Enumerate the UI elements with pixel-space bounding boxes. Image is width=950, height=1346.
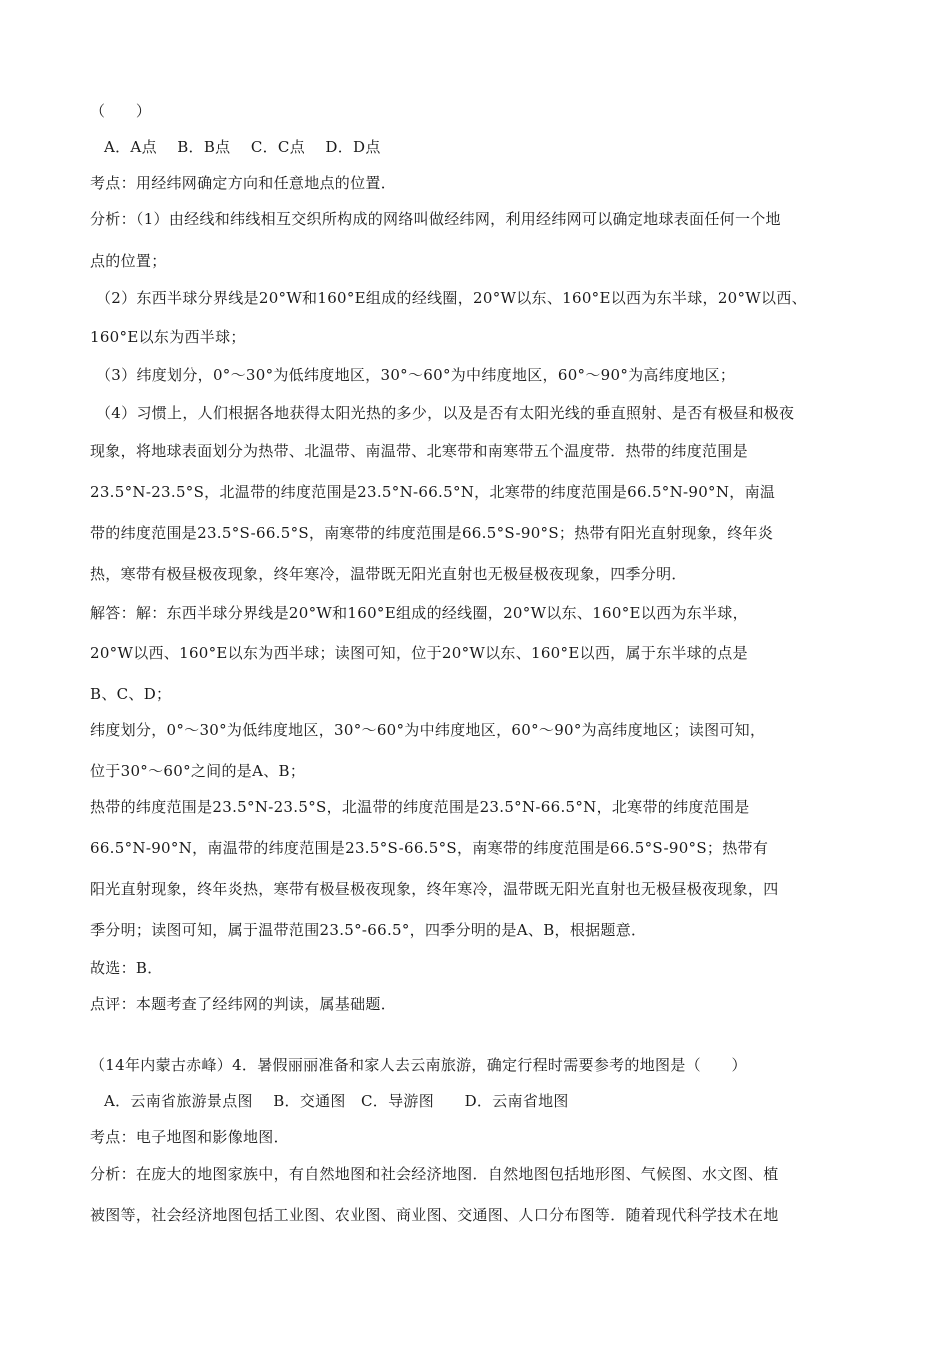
solution-line: 解答：解：东西半球分界线是20°W和160°E组成的经线圈，20°W以东、160°E以西为东半球， (90, 604, 748, 622)
analysis-line: （3）纬度划分，0°～30°为低纬度地区，30°～60°为中纬度地区，60°～90°为高纬度地区； (96, 366, 736, 384)
solution-line: 季分明；读图可知，属于温带范围23.5°-66.5°，四季分明的是A、B，根据题意． (90, 921, 647, 939)
answer-blank: （ ） (90, 102, 152, 120)
knowledge-point: 考点：用经纬网确定方向和任意地点的位置． (90, 174, 397, 192)
analysis-line: 被图等，社会经济地图包括工业图、农业图、商业图、交通图、人口分布图等．随着现代科学技术在地 (90, 1206, 779, 1224)
analysis-line: （2）东西半球分界线是20°W和160°E组成的经线圈，20°W以东、160°E以西为东半球，20°W以西、 (96, 289, 807, 307)
analysis-line: （4）习惯上，人们根据各地获得太阳光热的多少，以及是否有太阳光线的垂直照射、是否有极昼和极夜 (96, 404, 795, 422)
solution-line: B、C、D； (90, 685, 172, 703)
solution-line: 20°W以西、160°E以东为西半球；读图可知，位于20°W以东、160°E以西，属于东半球的点是 (90, 644, 748, 662)
answer-choice: 故选：B． (90, 959, 163, 977)
analysis-line: 热，寒带有极昼极夜现象，终年寒冷，温带既无阳光直射也无极昼极夜现象，四季分明． (90, 565, 687, 583)
analysis-line: 分析：（1）由经线和纬线相互交织所构成的网络叫做经纬网，利用经纬网可以确定地球表面任何一个地 (90, 210, 781, 228)
options-q4: A．云南省旅游景点图 B．交通图 C．导游图 D．云南省地图 (104, 1092, 569, 1110)
knowledge-point: 考点：电子地图和影像地图． (90, 1128, 289, 1146)
solution-line: 阳光直射现象，终年炎热，寒带有极昼极夜现象，终年寒冷，温带既无阳光直射也无极昼极夜现象，四 (90, 880, 779, 898)
analysis-line: 23.5°N-23.5°S，北温带的纬度范围是23.5°N-66.5°N，北寒带的纬度范围是66.5°N-90°N，南温 (90, 483, 776, 501)
solution-line: 66.5°N-90°N，南温带的纬度范围是23.5°S-66.5°S，南寒带的纬度范围是66.5°S-90°S；热带有 (90, 839, 769, 857)
options-q3: A．A点 B．B点 C．C点 D．D点 (104, 138, 381, 156)
solution-line: 热带的纬度范围是23.5°N-23.5°S，北温带的纬度范围是23.5°N-66.5°N，北寒带的纬度范围是 (90, 798, 750, 816)
solution-line: 位于30°～60°之间的是A、B； (90, 762, 306, 780)
analysis-line: 分析：在庞大的地图家族中，有自然地图和社会经济地图．自然地图包括地形图、气候图、水文图、植 (90, 1165, 779, 1183)
analysis-line: 现象，将地球表面划分为热带、北温带、南温带、北寒带和南寒带五个温度带．热带的纬度范围是 (90, 442, 748, 460)
question-4: （14年内蒙古赤峰）4．暑假丽丽准备和家人去云南旅游，确定行程时需要参考的地图是（ ） (90, 1056, 747, 1074)
analysis-line: 160°E以东为西半球； (90, 328, 246, 346)
comment-line: 点评：本题考查了经纬网的判读，属基础题． (90, 995, 397, 1013)
solution-line: 纬度划分，0°～30°为低纬度地区，30°～60°为中纬度地区，60°～90°为高纬度地区；读图可知， (90, 721, 766, 739)
analysis-line: 带的纬度范围是23.5°S-66.5°S，南寒带的纬度范围是66.5°S-90°S；热带有阳光直射现象，终年炎 (90, 524, 774, 542)
analysis-line: 点的位置； (90, 252, 167, 270)
